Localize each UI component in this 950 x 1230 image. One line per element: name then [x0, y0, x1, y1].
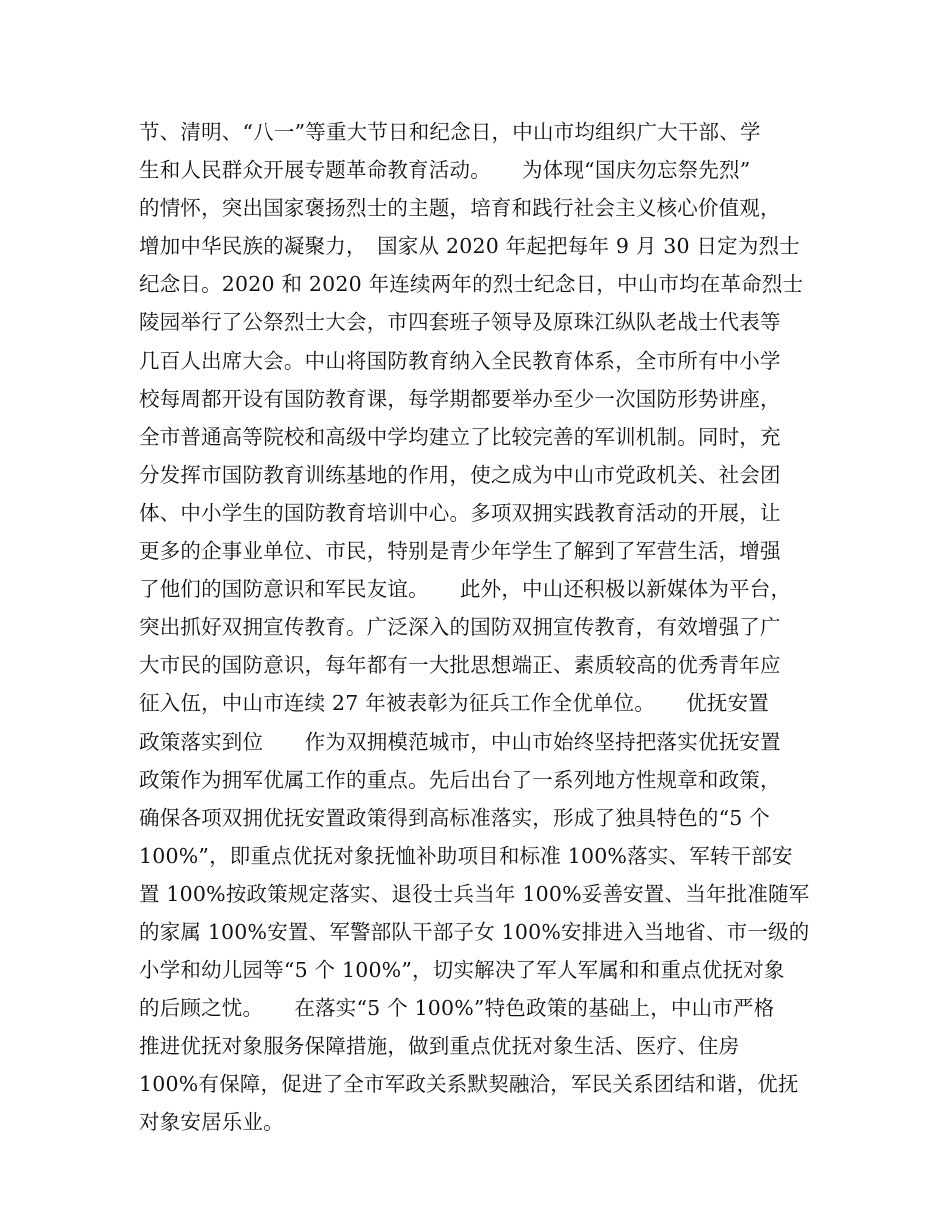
text-line: 的情怀，突出国家褒扬烈士的主题，培育和践行社会主义核心价值观，: [139, 196, 781, 221]
text-line: 征入伍，中山市连续 27 年被表彰为征兵工作全优单位。 优抚安置: [139, 691, 769, 716]
text-line: 几百人出席大会。中山将国防教育纳入全民教育体系，全市所有中小学: [139, 348, 781, 373]
text-line: 更多的企事业单位、市民，特别是青少年学生了解到了军营生活，增强: [139, 539, 781, 564]
text-line: 全市普通高等院校和高级中学均建立了比较完善的军训机制。同时，充: [139, 424, 781, 449]
text-line: 小学和幼儿园等“5 个 100%”，切实解决了军人军属和和重点优抚对象: [139, 958, 785, 983]
text-line: 100%有保障，促进了全市军政关系默契融洽，军民关系团结和谐，优抚: [139, 1072, 799, 1097]
text-line: 校每周都开设有国防教育课，每学期都要举办至少一次国防形势讲座，: [139, 386, 781, 411]
text-line: 分发挥市国防教育训练基地的作用，使之成为中山市党政机关、社会团: [139, 462, 781, 487]
text-line: 纪念日。2020 和 2020 年连续两年的烈士纪念日，中山市均在革命烈士: [139, 272, 804, 297]
text-line: 对象安居乐业。: [139, 1110, 284, 1135]
body-text: [139, 113, 829, 1142]
text-line: 100%”，即重点优抚对象抚恤补助项目和标准 100%落实、军转干部安: [139, 843, 793, 868]
text-line: 突出抓好双拥宣传教育。广泛深入的国防双拥宣传教育，有效增强了广: [139, 615, 781, 640]
text-line: 的后顾之忧。 在落实“5 个 100%”特色政策的基础上，中山市严格: [139, 996, 775, 1021]
text-line: 生和人民群众开展专题革命教育活动。 为体现“国庆勿忘祭先烈”: [139, 158, 751, 183]
text-line: 节、清明、“八一”等重大节日和纪念日，中山市均组织广大干部、学: [139, 120, 761, 144]
text-line: 置 100%按政策规定落实、退役士兵当年 100%妥善安置、当年批准随军: [139, 881, 810, 906]
text-line: 推进优抚对象服务保障措施，做到重点优抚对象生活、医疗、住房: [139, 1034, 740, 1059]
text-line: 政策落实到位 作为双拥模范城市，中山市始终坚持把落实优抚安置: [139, 729, 781, 754]
text-line: 体、中小学生的国防教育培训中心。多项双拥实践教育活动的开展，让: [139, 500, 781, 525]
text-line: 了他们的国防意识和军民友谊。 此外，中山还积极以新媒体为平台，: [139, 577, 792, 602]
text-line: 政策作为拥军优属工作的重点。先后出台了一系列地方性规章和政策，: [139, 767, 781, 792]
text-line: 增加中华民族的凝聚力， 国家从 2020 年起把每年 9 月 30 日定为烈士: [139, 234, 800, 259]
text-line: 大市民的国防意识，每年都有一大批思想端正、素质较高的优秀青年应: [139, 653, 781, 678]
text-line: 陵园举行了公祭烈士大会，市四套班子领导及原珠江纵队老战士代表等: [139, 310, 781, 335]
text-line: 确保各项双拥优抚安置政策得到高标准落实，形成了独具特色的“5 个: [139, 805, 770, 830]
text-line: 的家属 100%安置、军警部队干部子女 100%安排进入当地省、市一级的: [139, 919, 810, 944]
